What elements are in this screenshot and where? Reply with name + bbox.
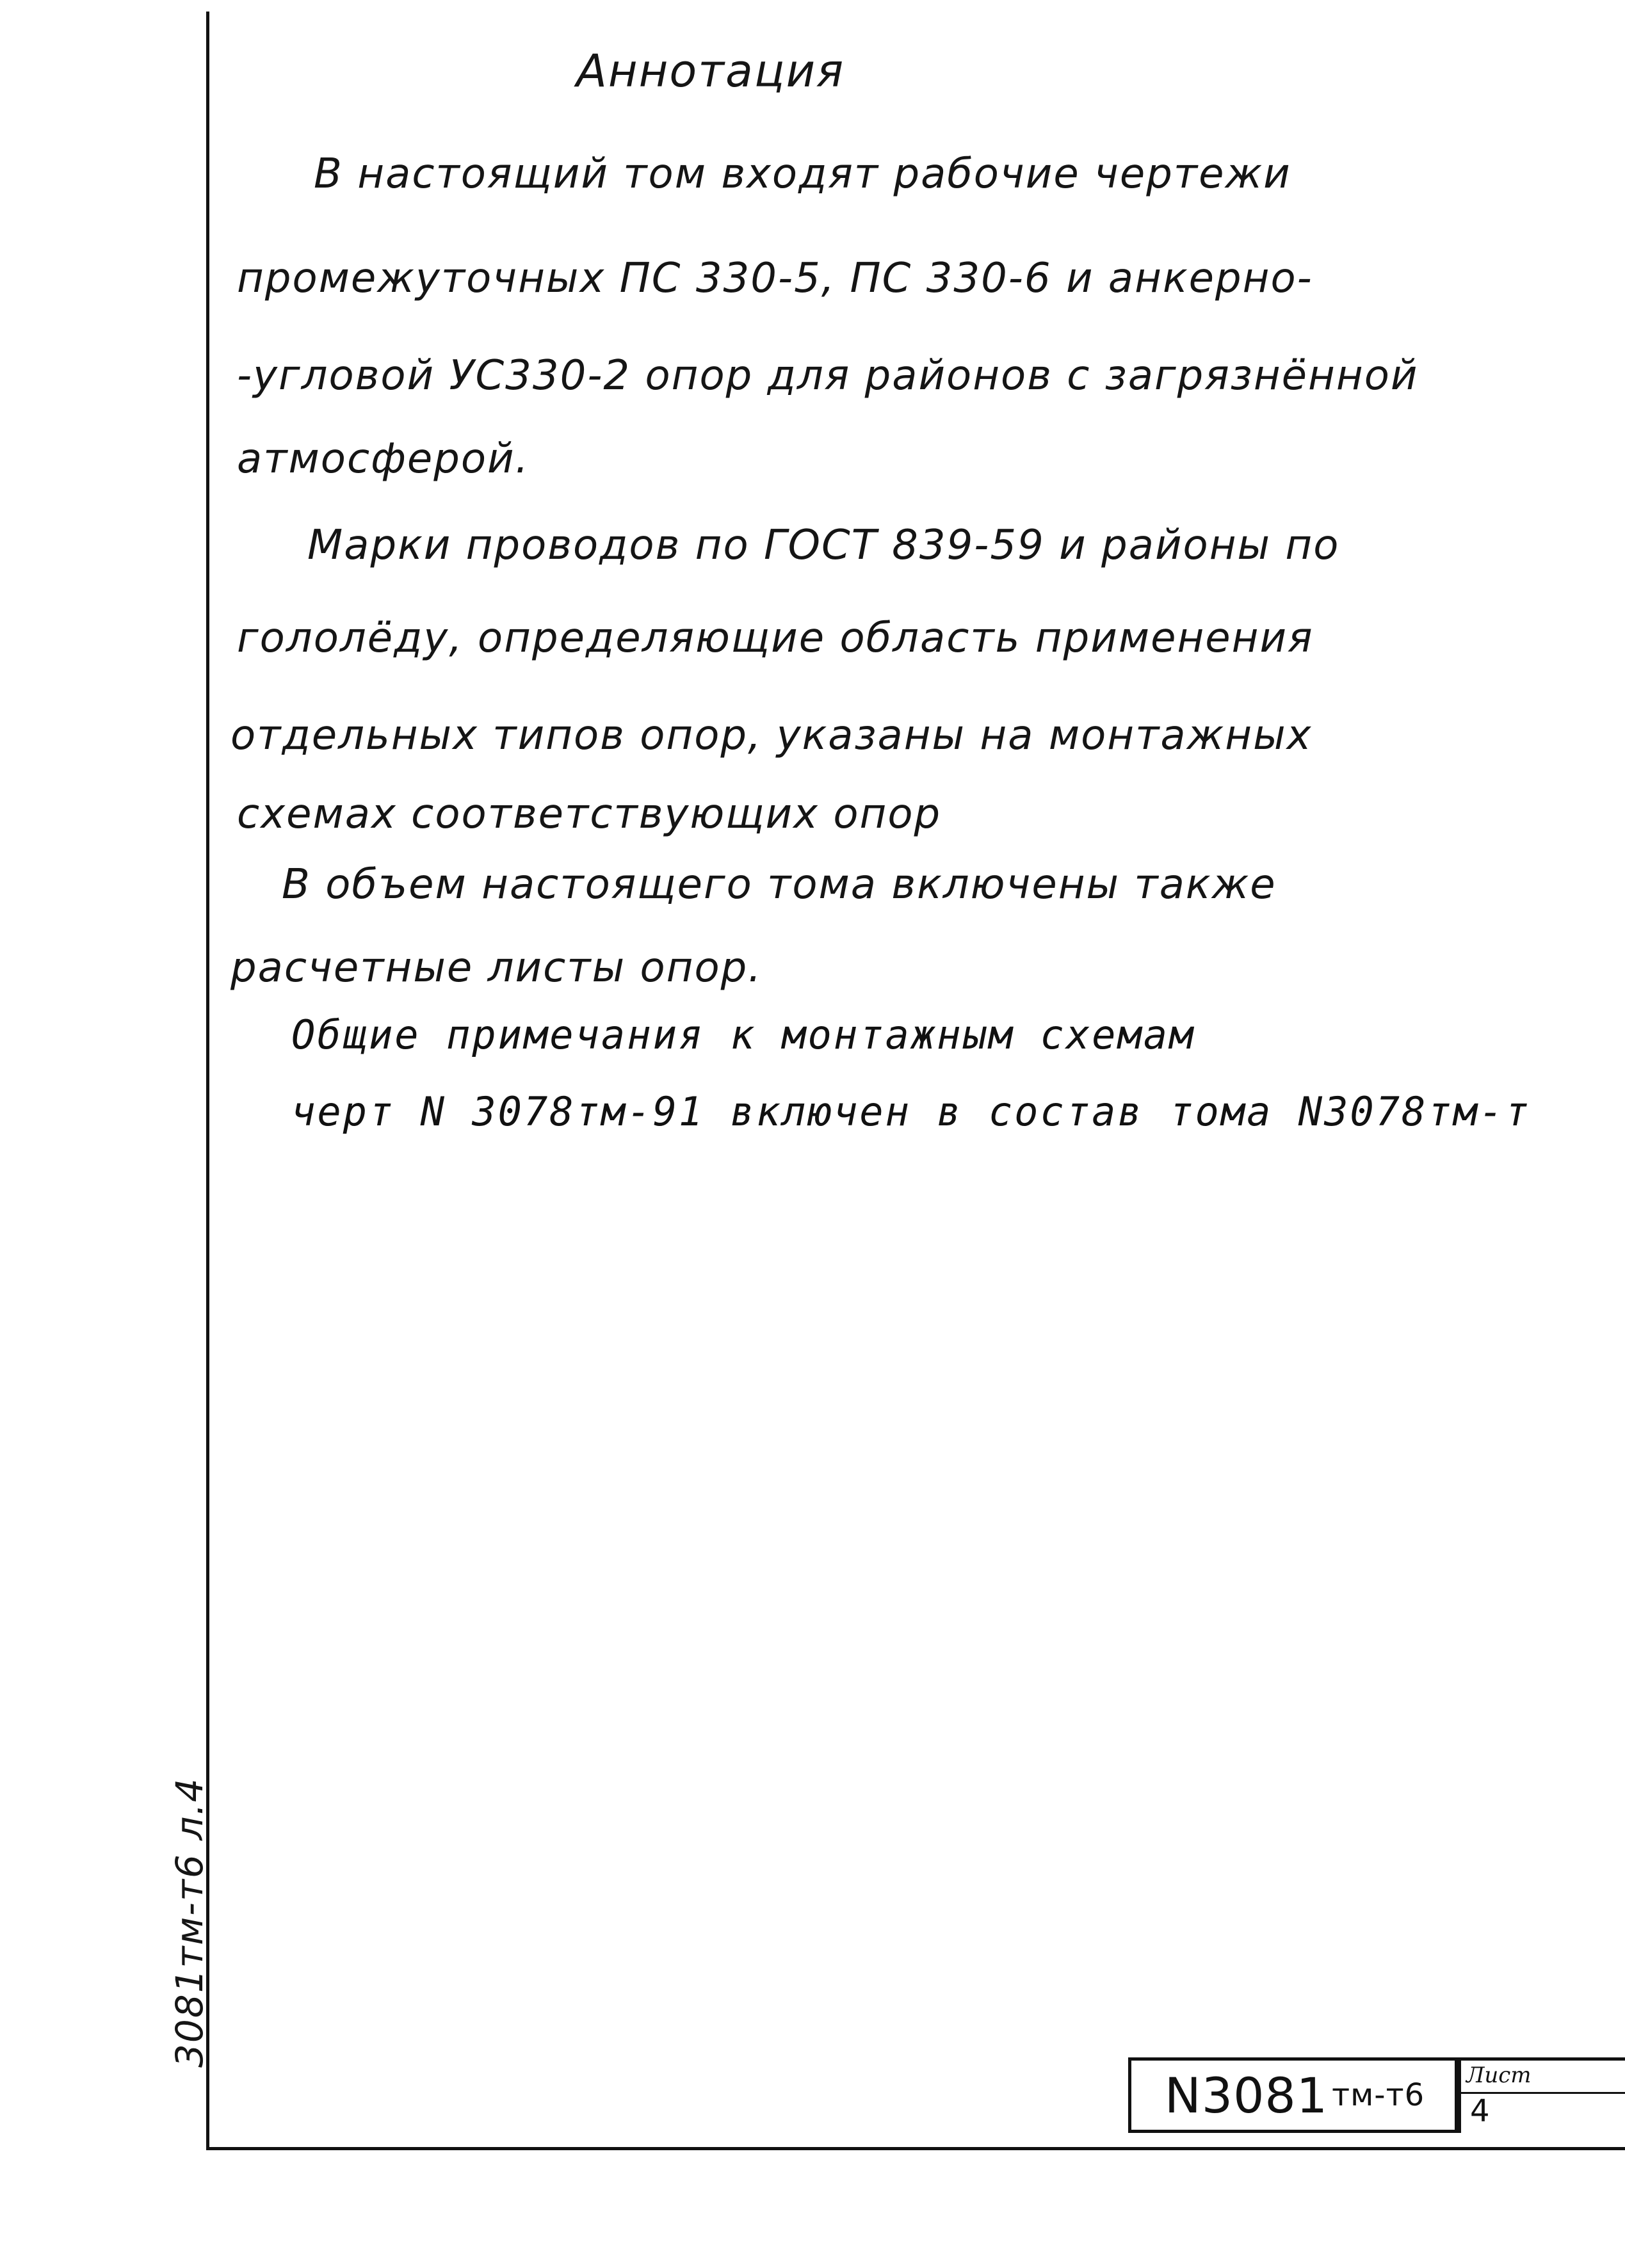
- sheet-label: Лист: [1466, 2063, 1532, 2088]
- page-title: Аннотация: [576, 45, 845, 97]
- typed-note-line-1: Общие примечания к монтажным схемам: [291, 1011, 1195, 1058]
- paragraph-line-4: атмосферой.: [237, 435, 530, 483]
- paragraph-line-10: расчетные листы опор.: [230, 944, 763, 992]
- frame-bottom-border: [206, 2147, 1625, 2150]
- document-stamp: [1128, 2057, 1461, 2133]
- paragraph-line-3: -угловой УС330-2 опор для районов с загрязнённой: [237, 352, 1419, 399]
- paragraph-line-2: промежуточных ПС 330-5, ПС 330-6 и анкерно-: [237, 255, 1313, 302]
- side-note-reference: 3081тм-т6 л.4: [168, 1777, 211, 2068]
- paragraph-line-1: В настоящий том входят рабочие чертежи: [314, 150, 1291, 198]
- paragraph-line-5: Марки проводов по ГОСТ 839-59 и районы по: [307, 522, 1340, 569]
- typed-note-line-2: черт N 3078тм-91 включен в состав тома N3078тм-т: [291, 1088, 1531, 1135]
- paragraph-line-7: отдельных типов опор, указаны на монтажных: [230, 712, 1313, 759]
- stamp-suffix: тм-т6: [1332, 2077, 1425, 2113]
- sheet-number: 4: [1470, 2093, 1490, 2129]
- paragraph-line-9: В объем настоящего тома включены также: [282, 861, 1277, 908]
- paragraph-line-8: схемах соответствующих опор: [237, 791, 942, 838]
- paragraph-line-6: гололёду, определяющие область применения: [237, 615, 1314, 662]
- stamp-main-number: N3081: [1164, 2066, 1329, 2124]
